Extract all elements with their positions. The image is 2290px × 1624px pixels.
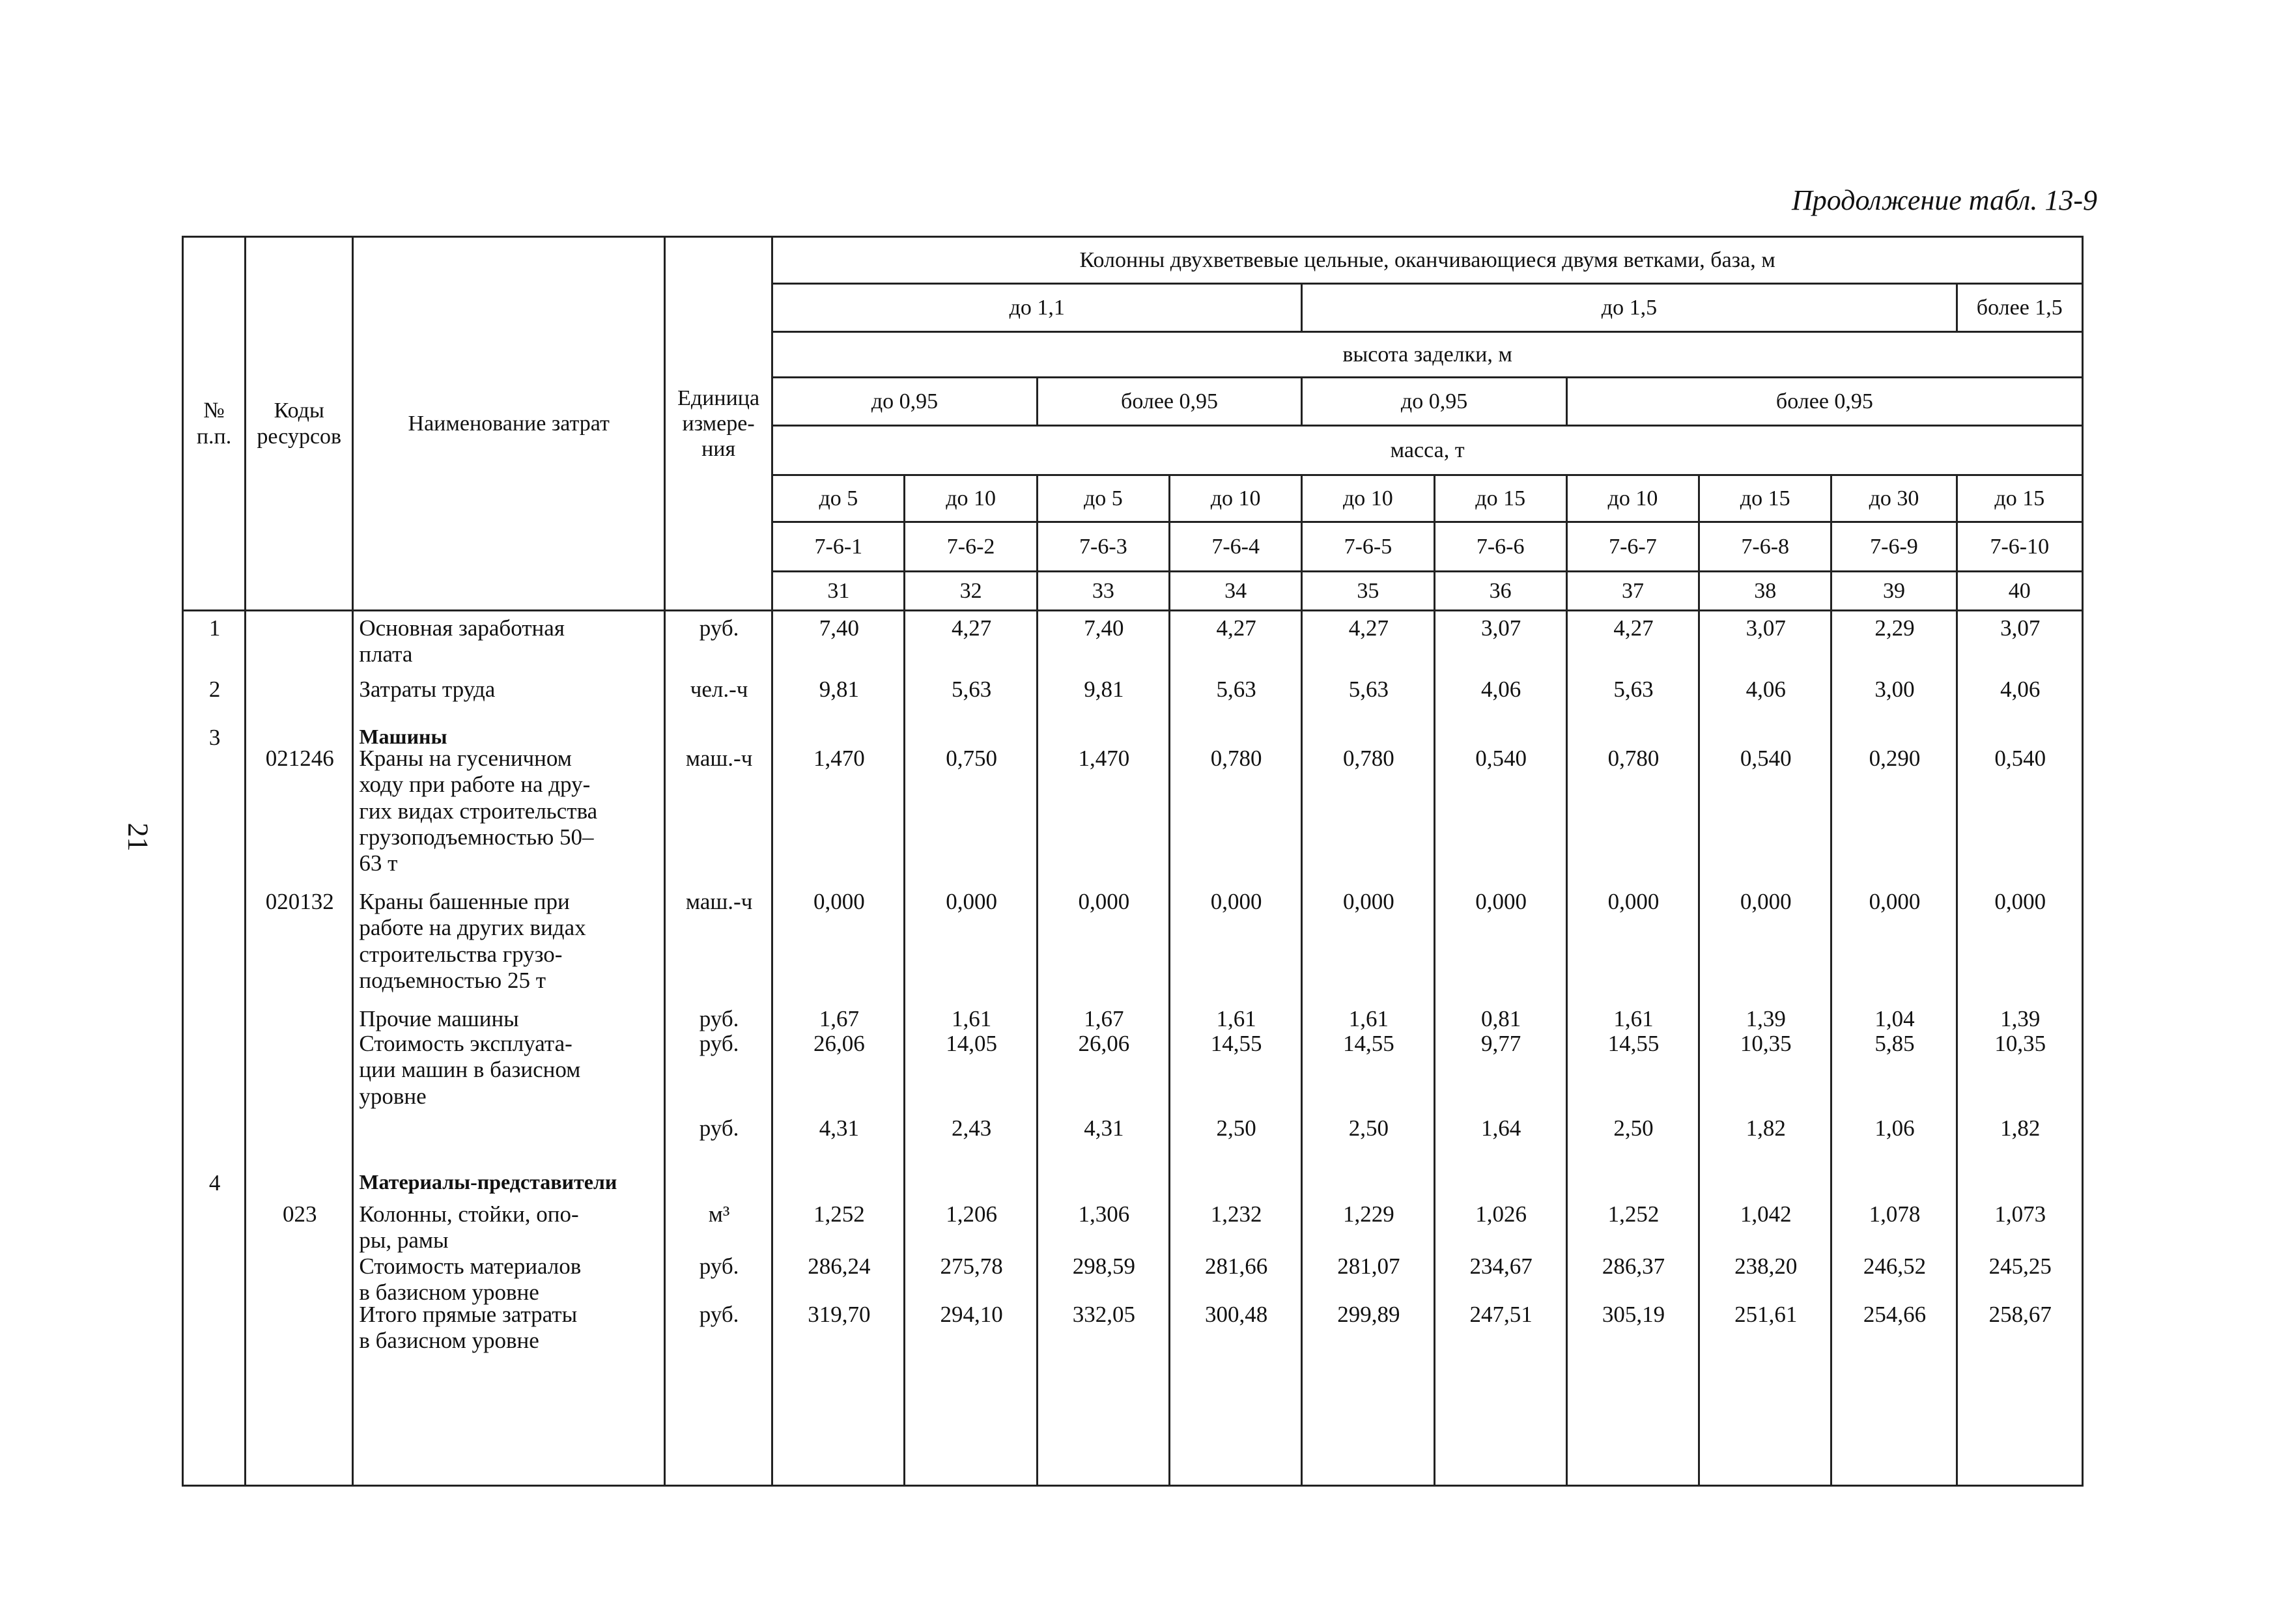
row-value: 4,27 <box>951 615 992 641</box>
row-unit: руб. <box>699 1115 739 1141</box>
row-value: 5,63 <box>951 677 992 702</box>
row-unit: руб. <box>699 1253 739 1279</box>
header-code-cell: 7-6-1 <box>772 522 905 572</box>
row-name-line: подъемностью 25 т <box>359 967 546 993</box>
header-depth-group: более 0,95 <box>1037 378 1302 426</box>
row-value: 3,07 <box>2000 615 2041 641</box>
header-code-cell: 7-6-2 <box>905 522 1037 572</box>
row-value: 2,50 <box>1216 1115 1256 1141</box>
row-value: 0,81 <box>1481 1006 1521 1031</box>
row-value: 319,70 <box>808 1302 871 1327</box>
row-value: 1,470 <box>1078 746 1130 771</box>
row-value: 246,52 <box>1863 1253 1927 1279</box>
row-value: 26,06 <box>813 1031 865 1056</box>
row-name-line: Стоимость материалов <box>359 1253 582 1279</box>
cost-table <box>182 236 2084 1487</box>
row-unit: чел.-ч <box>690 677 748 702</box>
row-name-line: Стоимость эксплуата- <box>359 1031 572 1056</box>
row-value: 0,000 <box>1994 889 2046 914</box>
row-value: 1,61 <box>1348 1006 1389 1031</box>
header-mass-cell: до 10 <box>1566 475 1699 522</box>
row-code <box>246 1109 352 1148</box>
row-code: 021246 <box>265 746 334 771</box>
row-value: 298,59 <box>1072 1253 1135 1279</box>
header-mass-cell: до 10 <box>1302 475 1434 522</box>
row-code <box>246 611 352 670</box>
row-name-line: Краны башенные при <box>359 889 570 914</box>
row-value: 4,06 <box>2000 677 2041 702</box>
row-value: 1,042 <box>1740 1201 1792 1227</box>
row-name <box>354 1031 664 1109</box>
row-value: 9,77 <box>1481 1031 1521 1056</box>
row-name <box>354 1299 664 1355</box>
row-value: 245,25 <box>1988 1253 2052 1279</box>
header-number-cell: 34 <box>1170 572 1302 611</box>
row-name-line: работе на других видах <box>359 915 586 941</box>
row-value: 294,10 <box>940 1302 1003 1327</box>
row-value: 1,232 <box>1210 1201 1262 1227</box>
row-no: 2 <box>208 677 221 702</box>
row-value: 1,67 <box>819 1006 859 1031</box>
row-value: 1,252 <box>1607 1201 1660 1227</box>
row-value: 0,000 <box>1078 889 1130 914</box>
row-value: 4,27 <box>1348 615 1389 641</box>
row-value <box>1435 716 1566 743</box>
row-no <box>184 1003 244 1031</box>
row-value: 238,20 <box>1734 1253 1798 1279</box>
row-value: 3,00 <box>1874 677 1915 702</box>
header-number-cell: 38 <box>1699 572 1831 611</box>
row-name-line: Машины <box>359 725 447 748</box>
row-value: 286,37 <box>1602 1253 1665 1279</box>
row-no <box>184 886 244 1003</box>
header-number-cell: 39 <box>1831 572 1957 611</box>
row-value: 4,06 <box>1481 677 1521 702</box>
row-code <box>246 716 352 743</box>
row-value: 1,073 <box>1994 1201 2046 1227</box>
header-code-cell: 7-6-6 <box>1434 522 1566 572</box>
row-value: 10,35 <box>1740 1031 1792 1056</box>
row-value: 14,55 <box>1210 1031 1262 1056</box>
row-value: 5,85 <box>1874 1031 1915 1056</box>
row-value: 275,78 <box>940 1253 1003 1279</box>
header-unit: Единица измере- ния <box>665 237 772 611</box>
row-no <box>184 1109 244 1148</box>
table-row <box>183 611 2083 1486</box>
header-mass-cell: до 30 <box>1831 475 1957 522</box>
row-name-line: 63 т <box>359 850 398 876</box>
row-value: 1,252 <box>813 1201 865 1227</box>
header-code-cell: 7-6-4 <box>1170 522 1302 572</box>
header-mass-cell: до 10 <box>905 475 1037 522</box>
row-value: 5,63 <box>1216 677 1256 702</box>
row-value: 1,229 <box>1343 1201 1394 1227</box>
row-value: 332,05 <box>1072 1302 1135 1327</box>
header-number-cell: 40 <box>1957 572 2082 611</box>
row-no <box>184 743 244 886</box>
header-mass-cell: до 5 <box>772 475 905 522</box>
row-name <box>354 743 664 886</box>
row-value: 1,61 <box>1613 1006 1654 1031</box>
row-value: 299,89 <box>1337 1302 1400 1327</box>
row-value <box>1832 1148 1955 1195</box>
header-base-group: до 1,5 <box>1302 284 1957 332</box>
header-mass-cell: до 15 <box>1957 475 2082 522</box>
row-name-line: в базисном уровне <box>359 1280 539 1306</box>
row-value <box>1170 1148 1301 1195</box>
row-value: 9,81 <box>1084 677 1124 702</box>
row-value: 2,50 <box>1613 1115 1654 1141</box>
row-value: 0,000 <box>1869 889 1921 914</box>
row-name <box>354 1195 664 1253</box>
header-depth-group: до 0,95 <box>1302 378 1567 426</box>
header-base-group: более 1,5 <box>1957 284 2082 332</box>
row-value: 0,540 <box>1994 746 2046 771</box>
row-name-line: строительства грузо- <box>359 941 563 967</box>
row-value: 1,470 <box>813 746 865 771</box>
row-name-line: Колонны, стойки, опо- <box>359 1201 579 1227</box>
row-value <box>1038 716 1168 743</box>
row-value: 4,06 <box>1746 677 1786 702</box>
header-number-cell: 37 <box>1566 572 1699 611</box>
row-value: 234,67 <box>1469 1253 1533 1279</box>
row-value: 4,27 <box>1613 615 1654 641</box>
row-value <box>1170 716 1301 743</box>
row-unit: руб. <box>699 1006 739 1031</box>
row-value: 3,07 <box>1746 615 1786 641</box>
row-name <box>354 1148 664 1195</box>
row-value: 1,078 <box>1869 1201 1921 1227</box>
row-no <box>184 1031 244 1109</box>
row-name <box>354 886 664 1003</box>
row-value: 0,750 <box>946 746 997 771</box>
row-unit: руб. <box>699 1302 739 1327</box>
row-value: 0,780 <box>1210 746 1262 771</box>
row-value: 251,61 <box>1734 1302 1798 1327</box>
row-value: 4,31 <box>1084 1115 1124 1141</box>
row-name <box>354 1003 664 1031</box>
row-value: 281,07 <box>1337 1253 1400 1279</box>
row-code <box>246 1003 352 1031</box>
row-value: 7,40 <box>819 615 859 641</box>
row-unit: руб. <box>699 615 739 641</box>
header-code-cell: 7-6-9 <box>1831 522 1957 572</box>
row-value: 0,540 <box>1740 746 1792 771</box>
row-value <box>773 716 903 743</box>
row-value <box>1303 716 1433 743</box>
row-name <box>354 670 664 716</box>
header-no: № п.п. <box>183 237 246 611</box>
row-value: 286,24 <box>808 1253 871 1279</box>
row-value: 2,43 <box>951 1115 992 1141</box>
header-mass-cell: до 15 <box>1699 475 1831 522</box>
row-value: 1,61 <box>1216 1006 1256 1031</box>
header-number-cell: 32 <box>905 572 1037 611</box>
page-number: 21 <box>122 822 154 852</box>
row-code <box>246 1031 352 1109</box>
header-name: Наименование затрат <box>353 237 665 611</box>
row-code <box>246 1148 352 1195</box>
row-value <box>1958 716 2082 743</box>
row-value: 7,40 <box>1084 615 1124 641</box>
row-value <box>1832 716 1955 743</box>
row-value: 1,206 <box>946 1201 997 1227</box>
row-name-line: Краны на гусеничном <box>359 746 572 771</box>
row-no: 3 <box>208 725 221 750</box>
row-no <box>184 1299 244 1355</box>
row-value: 0,540 <box>1475 746 1527 771</box>
row-value: 0,000 <box>946 889 997 914</box>
row-code: 020132 <box>265 889 334 914</box>
row-value: 10,35 <box>1994 1031 2046 1056</box>
row-value: 254,66 <box>1863 1302 1927 1327</box>
header-main-title: Колонны двухветвевые цельные, оканчивающиеся двумя ветками, база, м <box>772 237 2083 284</box>
row-value: 0,000 <box>813 889 865 914</box>
row-name-line: ры, рамы <box>359 1227 449 1253</box>
row-code <box>246 1299 352 1355</box>
row-unit: руб. <box>699 1031 739 1056</box>
row-value: 5,63 <box>1348 677 1389 702</box>
row-no <box>184 1247 244 1299</box>
row-name <box>354 1247 664 1306</box>
row-value: 14,05 <box>946 1031 997 1056</box>
row-value <box>1568 716 1698 743</box>
row-value: 0,780 <box>1343 746 1394 771</box>
header-number-cell: 33 <box>1037 572 1169 611</box>
row-value: 26,06 <box>1078 1031 1130 1056</box>
header-codes: Коды ресурсов <box>246 237 353 611</box>
row-value: 0,000 <box>1210 889 1262 914</box>
row-value <box>1303 1148 1433 1195</box>
row-value: 1,026 <box>1475 1201 1527 1227</box>
header-mass-cell: до 10 <box>1170 475 1302 522</box>
row-value: 1,39 <box>2000 1006 2041 1031</box>
header-mass-title: масса, т <box>772 426 2083 475</box>
header-code-cell: 7-6-8 <box>1699 522 1831 572</box>
row-value: 305,19 <box>1602 1302 1665 1327</box>
header-number-cell: 31 <box>772 572 905 611</box>
table-body <box>183 611 2083 1486</box>
row-value: 0,000 <box>1607 889 1660 914</box>
row-value: 1,06 <box>1874 1115 1915 1141</box>
row-value <box>905 716 1036 743</box>
row-value: 1,61 <box>951 1006 992 1031</box>
row-value: 14,55 <box>1343 1031 1394 1056</box>
row-name <box>354 611 664 670</box>
row-value: 2,50 <box>1348 1115 1389 1141</box>
row-code <box>246 670 352 716</box>
row-value: 1,67 <box>1084 1006 1124 1031</box>
row-value <box>773 1148 903 1195</box>
row-value: 1,82 <box>2000 1115 2041 1141</box>
row-value: 2,29 <box>1874 615 1915 641</box>
row-name-line: в базисном уровне <box>359 1328 539 1354</box>
row-unit: маш.-ч <box>685 746 753 771</box>
header-base-group: до 1,1 <box>772 284 1302 332</box>
row-value: 0,000 <box>1343 889 1394 914</box>
header-depth-title: высота заделки, м <box>772 332 2083 378</box>
row-name-line: Итого прямые затраты <box>359 1302 578 1327</box>
table-header <box>183 237 2083 611</box>
row-value <box>905 1148 1036 1195</box>
row-value: 0,290 <box>1869 746 1921 771</box>
row-name <box>354 1109 664 1148</box>
row-no: 4 <box>208 1170 221 1196</box>
row-code: 023 <box>282 1201 317 1227</box>
row-value: 4,27 <box>1216 615 1256 641</box>
header-number-cell: 35 <box>1302 572 1434 611</box>
header-code-cell: 7-6-5 <box>1302 522 1434 572</box>
row-name-line: ции машин в базисном <box>359 1057 581 1083</box>
row-no: 1 <box>208 615 221 641</box>
row-value <box>1700 716 1830 743</box>
row-value: 0,780 <box>1607 746 1660 771</box>
row-value: 1,64 <box>1481 1115 1521 1141</box>
header-mass-cell: до 15 <box>1434 475 1566 522</box>
row-name-line: плата <box>359 641 413 667</box>
row-value: 0,000 <box>1475 889 1527 914</box>
row-value: 9,81 <box>819 677 859 702</box>
row-name-line: Материалы-представители <box>359 1170 617 1194</box>
row-name-line: Затраты труда <box>359 677 496 702</box>
header-code-cell: 7-6-3 <box>1037 522 1169 572</box>
header-code-cell: 7-6-7 <box>1566 522 1699 572</box>
row-value: 3,07 <box>1481 615 1521 641</box>
row-value: 300,48 <box>1205 1302 1268 1327</box>
header-depth-group: до 0,95 <box>772 378 1038 426</box>
row-name-line: Прочие машины <box>359 1006 519 1031</box>
row-no <box>184 1195 244 1247</box>
row-value: 0,000 <box>1740 889 1792 914</box>
row-value <box>1700 1148 1830 1195</box>
row-name-line: грузоподъемностью 50– <box>359 824 594 850</box>
header-mass-cell: до 5 <box>1037 475 1169 522</box>
row-value: 1,306 <box>1078 1201 1130 1227</box>
header-code-cell: 7-6-10 <box>1957 522 2082 572</box>
row-value: 4,31 <box>819 1115 859 1141</box>
row-value <box>1038 1148 1168 1195</box>
row-value: 258,67 <box>1988 1302 2052 1327</box>
row-value <box>1568 1148 1698 1195</box>
row-value <box>1435 1148 1566 1195</box>
row-value: 247,51 <box>1469 1302 1533 1327</box>
row-name-line: Основная заработная <box>359 615 565 641</box>
table-caption: Продолжение табл. 13-9 <box>1792 184 2097 216</box>
row-unit: м³ <box>708 1201 730 1227</box>
row-unit <box>666 1148 771 1195</box>
row-value: 1,82 <box>1746 1115 1786 1141</box>
row-value: 14,55 <box>1607 1031 1660 1056</box>
row-code <box>246 1247 352 1299</box>
row-unit <box>666 716 771 743</box>
row-name <box>354 716 664 748</box>
row-name-line: ходу при работе на дру- <box>359 772 591 798</box>
row-value: 281,66 <box>1205 1253 1268 1279</box>
row-value <box>1958 1148 2082 1195</box>
row-unit: маш.-ч <box>685 889 753 914</box>
row-name-line: уровне <box>359 1083 427 1109</box>
header-number-cell: 36 <box>1434 572 1566 611</box>
row-value: 5,63 <box>1613 677 1654 702</box>
header-depth-group: более 0,95 <box>1566 378 2082 426</box>
row-name-line: гих видах строительства <box>359 798 598 824</box>
row-value: 1,39 <box>1746 1006 1786 1031</box>
row-value: 1,04 <box>1874 1006 1915 1031</box>
